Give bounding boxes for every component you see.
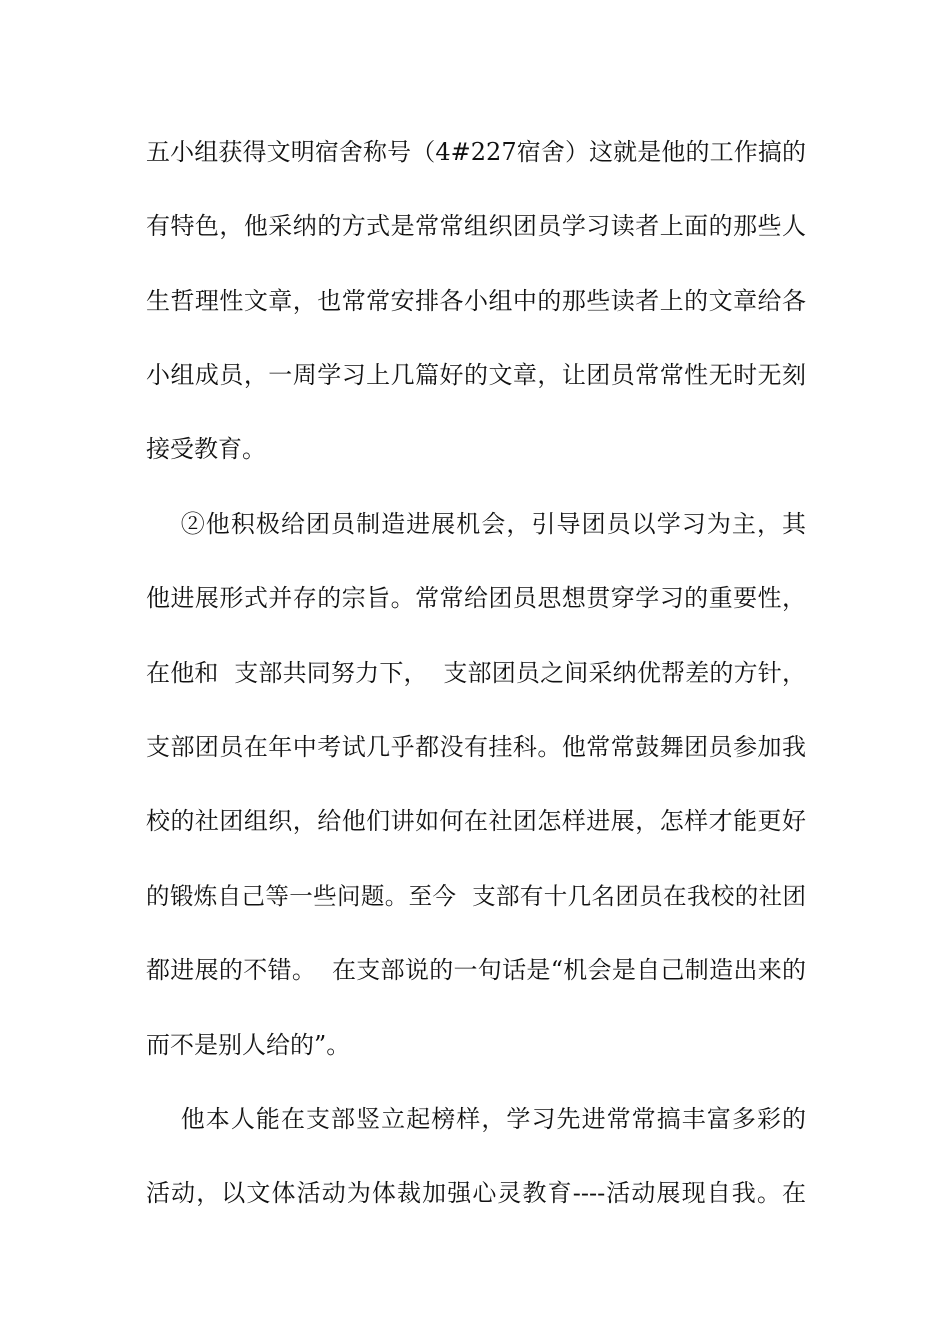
text-line: 而不是别人给的”。 — [146, 1031, 351, 1059]
text-line: 接受教育。 — [146, 435, 266, 463]
text-line: 支部团员在年中考试几乎都没有挂科。他常常鼓舞团员参加我 — [146, 733, 806, 761]
text-line: 他进展形式并存的宗旨。常常给团员思想贯穿学习的重要性， — [146, 584, 806, 612]
text-line: 有特色，他采纳的方式是常常组织团员学习读者上面的那些人 — [146, 212, 806, 240]
text-line: 五小组获得文明宿舍称号（4#227宿舍）这就是他的工作搞的 — [146, 138, 806, 166]
text-line: 的锻炼自己等一些问题。至今 支部有十几名团员在我校的社团 — [146, 882, 806, 910]
text-line: 都进展的不错。 在支部说的一句话是“机会是自己制造出来的 — [146, 956, 806, 984]
text-line: 校的社团组织，给他们讲如何在社团怎样进展，怎样才能更好 — [146, 807, 806, 835]
text-line: 生哲理性文章，也常常安排各小组中的那些读者上的文章给各 — [146, 287, 806, 315]
text-line: ②他积极给团员制造进展机会，引导团员以学习为主，其 — [146, 510, 806, 538]
text-line: 他本人能在支部竖立起榜样，学习先进常常搞丰富多彩的 — [146, 1105, 806, 1133]
text-line: 活动，以文体活动为体裁加强心灵教育----活动展现自我。在 — [146, 1179, 806, 1207]
text-line: 在他和 支部共同努力下， 支部团员之间采纳优帮差的方针， — [146, 659, 806, 687]
text-line: 小组成员，一周学习上几篇好的文章，让团员常常性无时无刻 — [146, 361, 806, 389]
